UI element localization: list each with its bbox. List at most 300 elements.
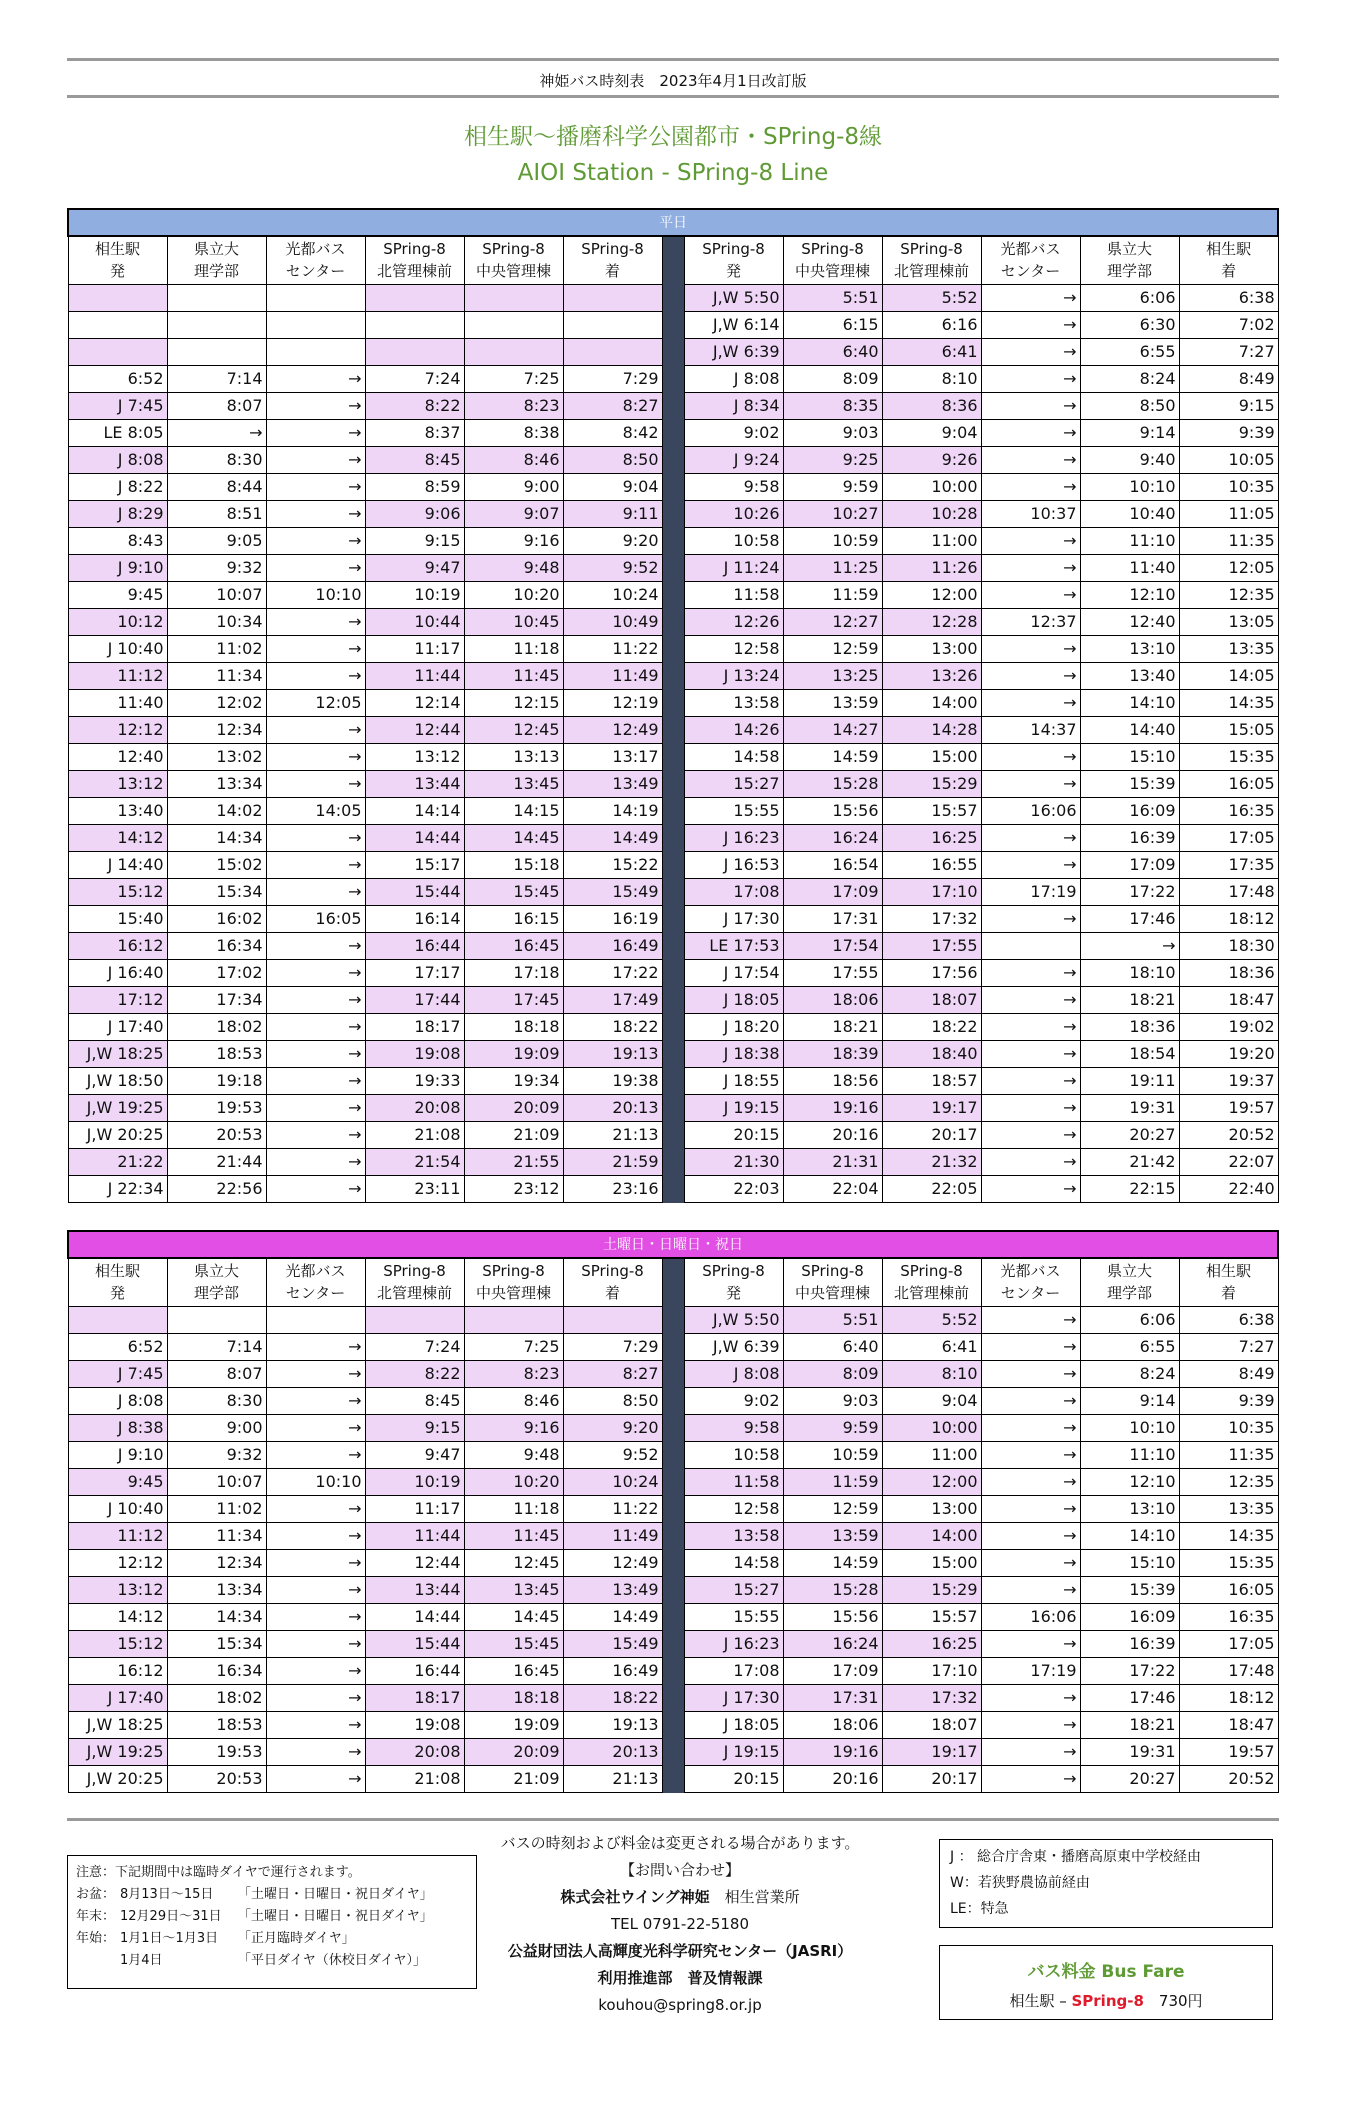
inbound-time-cell: 9:59	[783, 1415, 882, 1442]
outbound-time-cell	[365, 339, 464, 366]
column-header-line: 着	[604, 261, 620, 280]
column-separator	[662, 582, 684, 609]
inbound-time-cell: 10:00	[882, 474, 981, 501]
outbound-time-cell: 21:08	[365, 1766, 464, 1793]
outbound-time-cell: 13:17	[563, 744, 662, 771]
inbound-time-cell: 12:10	[1080, 582, 1179, 609]
outbound-time-cell: 14:02	[167, 798, 266, 825]
inbound-time-cell: →	[981, 1415, 1080, 1442]
column-separator	[662, 1122, 684, 1149]
outbound-time-cell: 11:49	[563, 1523, 662, 1550]
outbound-time-cell: J 17:40	[68, 1685, 167, 1712]
inbound-time-cell: 10:35	[1179, 474, 1278, 501]
inbound-time-cell: 10:58	[684, 1442, 783, 1469]
outbound-time-cell: J 22:34	[68, 1176, 167, 1203]
inbound-time-cell: 19:17	[882, 1739, 981, 1766]
timetable-row	[68, 663, 1278, 690]
inbound-time-cell: 21:30	[684, 1149, 783, 1176]
inbound-time-cell: 10:10	[1080, 474, 1179, 501]
outbound-time-cell: 16:44	[365, 933, 464, 960]
outbound-time-cell: 22:56	[167, 1176, 266, 1203]
outbound-time-cell: 15:22	[563, 852, 662, 879]
outbound-time-cell: LE 8:05	[68, 420, 167, 447]
outbound-time-cell: 11:40	[68, 690, 167, 717]
outbound-time-cell: 8:59	[365, 474, 464, 501]
outbound-time-cell: 9:52	[563, 1442, 662, 1469]
inbound-time-cell: 6:38	[1179, 285, 1278, 312]
outbound-time-cell: 8:45	[365, 447, 464, 474]
inbound-time-cell: J 8:08	[684, 366, 783, 393]
outbound-time-cell: 19:13	[563, 1041, 662, 1068]
outbound-time-cell: 10:24	[563, 1469, 662, 1496]
outbound-time-cell	[563, 312, 662, 339]
timetable-row	[68, 717, 1278, 744]
outbound-time-cell: 17:44	[365, 987, 464, 1014]
outbound-time-cell: 11:02	[167, 1496, 266, 1523]
outbound-time-cell	[266, 312, 365, 339]
inbound-time-cell: 18:07	[882, 1712, 981, 1739]
inbound-time-cell: 9:59	[783, 474, 882, 501]
inbound-time-cell: 6:55	[1080, 339, 1179, 366]
inbound-time-cell: 9:40	[1080, 447, 1179, 474]
outbound-time-cell: 8:07	[167, 1361, 266, 1388]
outbound-time-cell: →	[266, 1604, 365, 1631]
outbound-time-cell: →	[266, 1550, 365, 1577]
outbound-time-cell: 17:02	[167, 960, 266, 987]
column-separator	[662, 1149, 684, 1176]
inbound-time-cell: 18:39	[783, 1041, 882, 1068]
column-separator	[662, 717, 684, 744]
column-header-line: 発	[725, 1283, 741, 1302]
outbound-time-cell: 13:12	[68, 771, 167, 798]
inbound-time-cell: 18:36	[1080, 1014, 1179, 1041]
outbound-time-cell: 17:12	[68, 987, 167, 1014]
outbound-time-cell: 20:09	[464, 1095, 563, 1122]
inbound-time-cell: 17:31	[783, 906, 882, 933]
inbound-time-cell: 6:30	[1080, 312, 1179, 339]
column-header	[882, 1258, 981, 1307]
timetable-row	[68, 879, 1278, 906]
inbound-time-cell: →	[981, 1068, 1080, 1095]
timetable-row	[68, 933, 1278, 960]
outbound-time-cell: 20:53	[167, 1766, 266, 1793]
column-header-line: 相生駅	[1206, 1261, 1252, 1280]
inbound-time-cell: 19:16	[783, 1095, 882, 1122]
outbound-time-cell: 21:13	[563, 1766, 662, 1793]
column-separator	[662, 1550, 684, 1577]
column-separator	[662, 420, 684, 447]
outbound-time-cell: →	[266, 528, 365, 555]
inbound-time-cell: 16:24	[783, 1631, 882, 1658]
outbound-time-cell: →	[167, 420, 266, 447]
inbound-time-cell: J 11:24	[684, 555, 783, 582]
outbound-time-cell: →	[266, 879, 365, 906]
inbound-time-cell: 8:49	[1179, 366, 1278, 393]
inbound-time-cell: 16:25	[882, 1631, 981, 1658]
column-separator	[662, 744, 684, 771]
column-separator	[662, 1014, 684, 1041]
timetable-row	[68, 609, 1278, 636]
outbound-time-cell: 15:49	[563, 879, 662, 906]
inbound-time-cell: 8:24	[1080, 366, 1179, 393]
outbound-time-cell: 8:27	[563, 1361, 662, 1388]
column-separator	[662, 1631, 684, 1658]
column-separator	[662, 1334, 684, 1361]
outbound-time-cell: J 8:22	[68, 474, 167, 501]
column-header	[783, 236, 882, 285]
column-header	[266, 1258, 365, 1307]
contact-email[interactable]: kouhou@spring8.or.jp	[598, 1996, 762, 2014]
outbound-time-cell	[266, 339, 365, 366]
inbound-time-cell: 16:06	[981, 1604, 1080, 1631]
outbound-time-cell: 15:34	[167, 1631, 266, 1658]
outbound-time-cell: 11:22	[563, 636, 662, 663]
column-header	[464, 1258, 563, 1307]
outbound-time-cell: 16:34	[167, 933, 266, 960]
column-header-line: 北管理棟前	[893, 261, 969, 280]
outbound-time-cell: 9:07	[464, 501, 563, 528]
inbound-time-cell: →	[981, 1307, 1080, 1334]
outbound-time-cell: J,W 18:25	[68, 1712, 167, 1739]
inbound-time-cell: 13:00	[882, 1496, 981, 1523]
inbound-time-cell: 20:15	[684, 1766, 783, 1793]
inbound-time-cell: 12:40	[1080, 609, 1179, 636]
inbound-time-cell: J 18:05	[684, 987, 783, 1014]
outbound-time-cell: 19:53	[167, 1739, 266, 1766]
column-header-line: 理学部	[1106, 1283, 1152, 1302]
outbound-time-cell: 15:02	[167, 852, 266, 879]
outbound-time-cell: 12:19	[563, 690, 662, 717]
inbound-time-cell: 12:27	[783, 609, 882, 636]
outbound-time-cell: 8:38	[464, 420, 563, 447]
outbound-time-cell: 7:24	[365, 366, 464, 393]
outbound-time-cell: 16:34	[167, 1658, 266, 1685]
column-header	[167, 236, 266, 285]
inbound-time-cell: →	[981, 1523, 1080, 1550]
inbound-time-cell: 11:40	[1080, 555, 1179, 582]
outbound-time-cell: 13:40	[68, 798, 167, 825]
inbound-time-cell: 8:36	[882, 393, 981, 420]
inbound-time-cell: 18:36	[1179, 960, 1278, 987]
fare-origin: 相生駅 –	[1009, 1992, 1072, 2010]
column-header	[563, 236, 662, 285]
inbound-time-cell: 14:58	[684, 744, 783, 771]
outbound-time-cell: J 9:10	[68, 555, 167, 582]
column-separator	[662, 1307, 684, 1334]
inbound-time-cell: →	[981, 1577, 1080, 1604]
inbound-time-cell: 17:09	[783, 879, 882, 906]
inbound-time-cell: 19:20	[1179, 1041, 1278, 1068]
outbound-time-cell: 14:44	[365, 825, 464, 852]
outbound-time-cell: 9:20	[563, 1415, 662, 1442]
inbound-time-cell: 12:59	[783, 1496, 882, 1523]
inbound-time-cell: 7:27	[1179, 339, 1278, 366]
inbound-time-cell: 11:05	[1179, 501, 1278, 528]
column-header-line: SPring-8	[383, 239, 446, 258]
outbound-time-cell: 16:45	[464, 933, 563, 960]
outbound-time-cell: J 8:38	[68, 1415, 167, 1442]
outbound-time-cell: 12:34	[167, 717, 266, 744]
inbound-time-cell: 12:59	[783, 636, 882, 663]
outbound-time-cell: 20:53	[167, 1122, 266, 1149]
outbound-time-cell: 15:12	[68, 1631, 167, 1658]
inbound-time-cell: 9:02	[684, 420, 783, 447]
column-separator	[662, 933, 684, 960]
inbound-time-cell: 18:47	[1179, 1712, 1278, 1739]
column-separator	[662, 960, 684, 987]
outbound-time-cell: →	[266, 366, 365, 393]
company-name: 株式会社ウイング神姫	[560, 1888, 710, 1906]
timetable-row	[68, 555, 1278, 582]
outbound-time-cell	[68, 1307, 167, 1334]
outbound-time-cell: →	[266, 420, 365, 447]
outbound-time-cell: 8:07	[167, 393, 266, 420]
inbound-time-cell: 8:10	[882, 366, 981, 393]
inbound-time-cell: →	[981, 1095, 1080, 1122]
timetable-row	[68, 636, 1278, 663]
column-header	[981, 236, 1080, 285]
timetable-row	[68, 1041, 1278, 1068]
inbound-time-cell: 14:05	[1179, 663, 1278, 690]
inbound-time-cell: 13:00	[882, 636, 981, 663]
column-separator	[662, 987, 684, 1014]
timetable-row	[68, 312, 1278, 339]
outbound-time-cell: 18:18	[464, 1014, 563, 1041]
column-separator	[662, 393, 684, 420]
inbound-time-cell: →	[981, 744, 1080, 771]
inbound-time-cell: 16:39	[1080, 1631, 1179, 1658]
inbound-time-cell: 17:46	[1080, 906, 1179, 933]
outbound-time-cell: →	[266, 744, 365, 771]
inbound-time-cell: →	[981, 1122, 1080, 1149]
column-header-line: SPring-8	[482, 239, 545, 258]
column-separator	[662, 636, 684, 663]
inbound-time-cell: LE 17:53	[684, 933, 783, 960]
inbound-time-cell: 20:52	[1179, 1766, 1278, 1793]
column-separator	[662, 1658, 684, 1685]
inbound-time-cell: 9:58	[684, 1415, 783, 1442]
timetable-row	[68, 1307, 1278, 1334]
inbound-time-cell: 15:29	[882, 771, 981, 798]
outbound-time-cell: 18:18	[464, 1685, 563, 1712]
inbound-time-cell: 11:58	[684, 1469, 783, 1496]
outbound-time-cell: 15:45	[464, 879, 563, 906]
inbound-time-cell: 9:04	[882, 1388, 981, 1415]
inbound-time-cell: →	[981, 555, 1080, 582]
inbound-time-cell: 17:48	[1179, 1658, 1278, 1685]
inbound-time-cell: →	[981, 1361, 1080, 1388]
outbound-time-cell: 20:08	[365, 1095, 464, 1122]
outbound-time-cell: 16:49	[563, 933, 662, 960]
inbound-time-cell: 8:35	[783, 393, 882, 420]
inbound-time-cell: 17:09	[1080, 852, 1179, 879]
column-separator	[662, 1176, 684, 1203]
outbound-time-cell: J,W 18:50	[68, 1068, 167, 1095]
top-rule	[67, 58, 1279, 61]
outbound-time-cell: 16:12	[68, 933, 167, 960]
outbound-time-cell: J,W 20:25	[68, 1122, 167, 1149]
inbound-time-cell: 11:25	[783, 555, 882, 582]
inbound-time-cell: 18:21	[1080, 987, 1179, 1014]
outbound-time-cell: 13:44	[365, 1577, 464, 1604]
outbound-time-cell: 10:20	[464, 1469, 563, 1496]
inbound-time-cell: 21:32	[882, 1149, 981, 1176]
column-separator	[662, 879, 684, 906]
outbound-time-cell: 19:33	[365, 1068, 464, 1095]
outbound-time-cell: 11:45	[464, 1523, 563, 1550]
outbound-time-cell: 12:05	[266, 690, 365, 717]
inbound-time-cell: 8:09	[783, 366, 882, 393]
inbound-time-cell: 17:46	[1080, 1685, 1179, 1712]
inbound-time-cell: 5:52	[882, 285, 981, 312]
timetable-row	[68, 1014, 1278, 1041]
inbound-time-cell: →	[981, 1149, 1080, 1176]
inbound-time-cell: 18:12	[1179, 906, 1278, 933]
outbound-time-cell: 10:45	[464, 609, 563, 636]
outbound-time-cell: 9:05	[167, 528, 266, 555]
outbound-time-cell: 13:02	[167, 744, 266, 771]
inbound-time-cell: 21:42	[1080, 1149, 1179, 1176]
inbound-time-cell: 16:05	[1179, 771, 1278, 798]
inbound-time-cell: 22:05	[882, 1176, 981, 1203]
column-header	[266, 236, 365, 285]
outbound-time-cell: 23:11	[365, 1176, 464, 1203]
inbound-time-cell: 16:24	[783, 825, 882, 852]
outbound-time-cell: 19:18	[167, 1068, 266, 1095]
inbound-time-cell: 19:57	[1179, 1739, 1278, 1766]
outbound-time-cell: 21:55	[464, 1149, 563, 1176]
outbound-time-cell: →	[266, 1739, 365, 1766]
inbound-time-cell: 17:08	[684, 1658, 783, 1685]
outbound-time-cell: 9:48	[464, 555, 563, 582]
column-separator	[662, 312, 684, 339]
outbound-time-cell	[167, 312, 266, 339]
outbound-time-cell: 19:38	[563, 1068, 662, 1095]
outbound-time-cell: 14:45	[464, 825, 563, 852]
outbound-time-cell: 10:07	[167, 582, 266, 609]
timetable-row	[68, 1739, 1278, 1766]
column-header-line: 発	[109, 1283, 125, 1302]
outbound-time-cell: 16:12	[68, 1658, 167, 1685]
inbound-time-cell: 16:09	[1080, 798, 1179, 825]
inbound-time-cell: 9:15	[1179, 393, 1278, 420]
outbound-time-cell: 17:22	[563, 960, 662, 987]
column-header-line: 県立大	[1106, 239, 1152, 258]
inbound-time-cell: 20:27	[1080, 1122, 1179, 1149]
outbound-time-cell: 16:05	[266, 906, 365, 933]
inbound-time-cell: 13:10	[1080, 1496, 1179, 1523]
inbound-time-cell: 12:10	[1080, 1469, 1179, 1496]
inbound-time-cell: 18:21	[1080, 1712, 1179, 1739]
inbound-time-cell: 8:50	[1080, 393, 1179, 420]
inbound-time-cell: 12:28	[882, 609, 981, 636]
inbound-time-cell: →	[981, 366, 1080, 393]
outbound-time-cell: 19:09	[464, 1041, 563, 1068]
inbound-time-cell: 15:39	[1080, 1577, 1179, 1604]
outbound-time-cell: 8:50	[563, 447, 662, 474]
inbound-time-cell: →	[981, 960, 1080, 987]
outbound-time-cell: 11:45	[464, 663, 563, 690]
inbound-time-cell: 14:00	[882, 1523, 981, 1550]
outbound-time-cell: 19:13	[563, 1712, 662, 1739]
outbound-time-cell: 20:13	[563, 1095, 662, 1122]
column-separator	[662, 1361, 684, 1388]
timetable-row	[68, 501, 1278, 528]
column-header-line: 着	[1221, 1283, 1237, 1302]
column-header-line: 光都バス	[1000, 1261, 1061, 1280]
outbound-time-cell: 14:14	[365, 798, 464, 825]
inbound-time-cell: 15:27	[684, 1577, 783, 1604]
inbound-time-cell: 9:14	[1080, 1388, 1179, 1415]
inbound-time-cell: 15:56	[783, 798, 882, 825]
inbound-time-cell: 14:35	[1179, 690, 1278, 717]
inbound-time-cell: 8:49	[1179, 1361, 1278, 1388]
outbound-time-cell: 15:45	[464, 1631, 563, 1658]
outbound-time-cell: 8:27	[563, 393, 662, 420]
outbound-time-cell: J 10:40	[68, 1496, 167, 1523]
column-header	[167, 1258, 266, 1307]
inbound-time-cell: 14:59	[783, 744, 882, 771]
inbound-time-cell: 18:54	[1080, 1041, 1179, 1068]
timetable-row	[68, 1766, 1278, 1793]
column-separator	[662, 1041, 684, 1068]
outbound-time-cell: 10:34	[167, 609, 266, 636]
inbound-time-cell: 20:16	[783, 1122, 882, 1149]
timetable-row	[68, 1068, 1278, 1095]
inbound-time-cell: 18:22	[882, 1014, 981, 1041]
outbound-time-cell: J 9:10	[68, 1442, 167, 1469]
outbound-time-cell: 16:14	[365, 906, 464, 933]
inbound-time-cell: →	[981, 474, 1080, 501]
inbound-time-cell: 16:09	[1080, 1604, 1179, 1631]
column-separator	[662, 339, 684, 366]
legend-item-j: J ： 総合庁舎東・播磨高原東中学校経由	[950, 1849, 1202, 1865]
outbound-time-cell: 14:12	[68, 825, 167, 852]
outbound-time-cell: 11:44	[365, 663, 464, 690]
inbound-time-cell: 17:22	[1080, 1658, 1179, 1685]
inbound-time-cell	[981, 933, 1080, 960]
column-header-line: 着	[604, 1283, 620, 1302]
outbound-time-cell: 19:34	[464, 1068, 563, 1095]
inbound-time-cell: 16:35	[1179, 1604, 1278, 1631]
notice-row: 年末： 12月29日〜31日 「土曜日・日曜日・祝日ダイヤ」	[76, 1909, 433, 1924]
column-header	[464, 236, 563, 285]
column-header-line: 県立大	[1106, 1261, 1152, 1280]
outbound-time-cell: 12:44	[365, 1550, 464, 1577]
inbound-time-cell: 18:06	[783, 987, 882, 1014]
outbound-time-cell: 10:20	[464, 582, 563, 609]
inbound-time-cell: 8:24	[1080, 1361, 1179, 1388]
outbound-time-cell: 15:49	[563, 1631, 662, 1658]
outbound-time-cell: →	[266, 474, 365, 501]
inbound-time-cell: 15:55	[684, 1604, 783, 1631]
inbound-time-cell: J 17:30	[684, 906, 783, 933]
outbound-time-cell: 19:08	[365, 1712, 464, 1739]
outbound-time-cell: 19:53	[167, 1095, 266, 1122]
inbound-time-cell: J,W 5:50	[684, 1307, 783, 1334]
page-title-japanese: 相生駅〜播磨科学公園都市・SPring-8線	[463, 124, 883, 150]
outbound-time-cell: 9:16	[464, 528, 563, 555]
outbound-time-cell: 9:06	[365, 501, 464, 528]
inbound-time-cell: 17:55	[882, 933, 981, 960]
timetable-row	[68, 1685, 1278, 1712]
outbound-time-cell: →	[266, 636, 365, 663]
timetable-row	[68, 1658, 1278, 1685]
outbound-time-cell: 21:13	[563, 1122, 662, 1149]
outbound-time-cell: 11:49	[563, 663, 662, 690]
inbound-time-cell: 5:52	[882, 1307, 981, 1334]
column-header-line: SPring-8	[482, 1261, 545, 1280]
